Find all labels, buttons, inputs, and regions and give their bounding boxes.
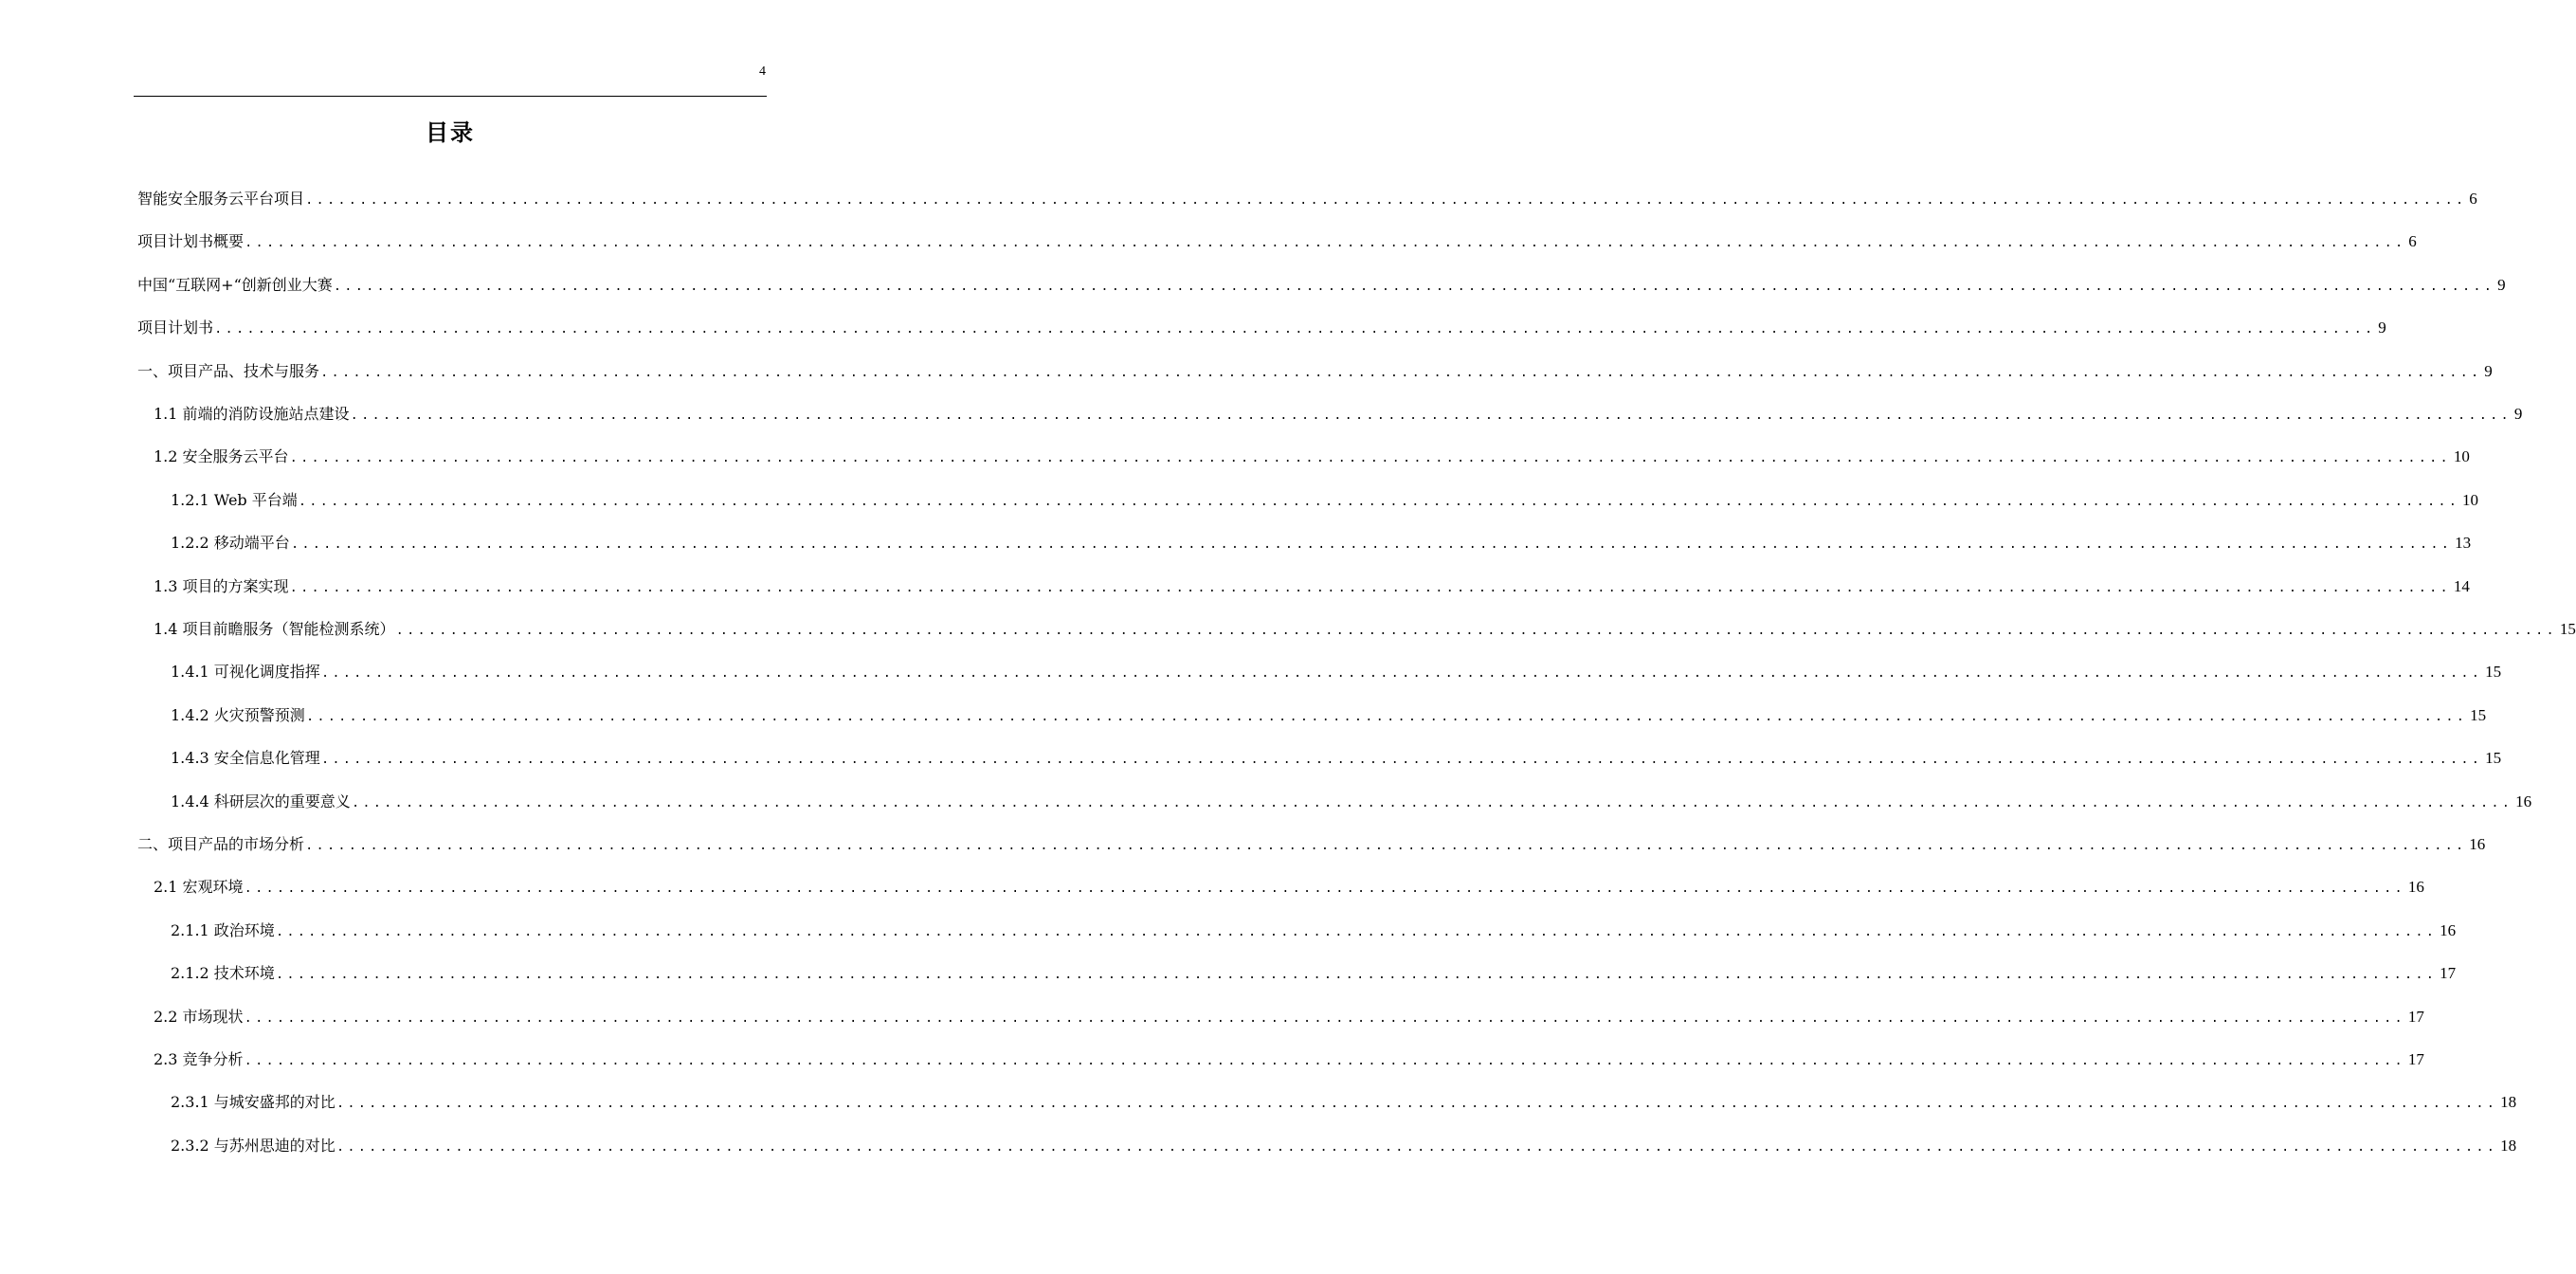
toc-entry-label: 一、项目产品、技术与服务: [137, 362, 320, 380]
toc-dot-leader: ........................................................................................................................................................................................................: [244, 882, 2405, 897]
toc-entry[interactable]: [137, 272, 2506, 299]
toc-entry[interactable]: [154, 1004, 2424, 1030]
toc-entry-label: 智能安全服务云平台项目: [137, 190, 305, 208]
toc-entry-page: 6: [2469, 190, 2477, 208]
toc-entry-label: 二、项目产品的市场分析: [137, 835, 305, 853]
toc-dot-leader: ........................................................................................................................................................................................................: [305, 710, 2468, 725]
toc-entry[interactable]: [154, 874, 2424, 901]
toc-entry[interactable]: [171, 659, 2502, 685]
toc-dot-leader: ........................................................................................................................................................................................................: [320, 366, 2482, 381]
toc-entry-page: 14: [2453, 577, 2470, 595]
toc-dot-leader: ........................................................................................................................................................................................................: [305, 839, 2467, 854]
toc-entry-page: 15: [2485, 749, 2502, 767]
toc-entry-page: 16: [2469, 835, 2486, 853]
toc-entry-label: 1.2.1 Web 平台端: [171, 491, 298, 509]
toc-entry[interactable]: [171, 1133, 2517, 1159]
toc-entry[interactable]: [154, 444, 2470, 470]
toc-entry-label: 2.1.1 政治环境: [171, 921, 275, 939]
toc-entry[interactable]: [171, 702, 2487, 729]
toc-entry-label: 1.2 安全服务云平台: [154, 447, 289, 465]
toc-entry[interactable]: [154, 1046, 2424, 1073]
toc-dot-leader: ........................................................................................................................................................................................................: [336, 1140, 2498, 1156]
toc-entry[interactable]: [154, 616, 2576, 643]
toc-entry-label: 2.2 市场现状: [154, 1008, 244, 1026]
toc-entry-label: 中国“互联网+“创新创业大赛: [137, 276, 333, 294]
toc-entry-label: 1.4.4 科研层次的重要意义: [171, 792, 351, 810]
toc-entry-page: 17: [2440, 964, 2457, 982]
toc-dot-leader: ........................................................................................................................................................................................................: [336, 1097, 2498, 1112]
toc-entry-page: 17: [2407, 1050, 2424, 1068]
toc-entry-page: 9: [2513, 405, 2523, 423]
toc-entry[interactable]: [137, 228, 2417, 255]
toc-entry-label: 1.2.2 移动端平台: [171, 534, 290, 552]
toc-entry-page: 9: [2484, 362, 2493, 380]
toc-entry[interactable]: [171, 789, 2532, 815]
toc-entry-label: 2.3 竞争分析: [154, 1050, 244, 1068]
toc-entry-label: 项目计划书: [137, 318, 214, 337]
toc-entry-label: 2.3.1 与城安盛邦的对比: [171, 1093, 336, 1111]
toc-entry-page: 10: [2462, 491, 2479, 509]
toc-entry-page: 9: [2378, 318, 2386, 337]
toc-title: 目录: [426, 119, 475, 146]
toc-dot-leader: ........................................................................................................................................................................................................: [289, 581, 2451, 596]
toc-entry-page: 10: [2453, 447, 2470, 465]
toc-entry[interactable]: [171, 960, 2457, 987]
toc-dot-leader: ........................................................................................................................................................................................................: [298, 495, 2460, 510]
toc-entry[interactable]: [171, 1089, 2517, 1116]
toc-entry-label: 2.3.2 与苏州思迪的对比: [171, 1137, 336, 1155]
toc-entry-page: 16: [2440, 921, 2457, 939]
toc-entry-page: 6: [2408, 232, 2417, 250]
toc-dot-leader: ........................................................................................................................................................................................................: [244, 1011, 2405, 1027]
toc-entry-label: 1.4 项目前瞻服务（智能检测系统）: [154, 620, 395, 638]
toc-entry-page: 13: [2455, 534, 2472, 552]
toc-entry[interactable]: [171, 530, 2472, 556]
toc-dot-leader: ........................................................................................................................................................................................................: [305, 193, 2467, 209]
toc-dot-leader: ........................................................................................................................................................................................................: [214, 322, 2376, 337]
toc-entry-page: 18: [2500, 1093, 2517, 1111]
toc-entry[interactable]: [137, 315, 2386, 341]
toc-entry-page: 15: [2559, 620, 2576, 638]
toc-entry-label: 1.1 前端的消防设施站点建设: [154, 405, 350, 423]
toc-dot-leader: ........................................................................................................................................................................................................: [290, 537, 2453, 553]
toc-entry[interactable]: [137, 831, 2486, 858]
toc-entry-label: 1.4.1 可视化调度指挥: [171, 663, 320, 681]
toc-entry-page: 15: [2470, 706, 2487, 724]
toc-dot-leader: ........................................................................................................................................................................................................: [244, 1054, 2405, 1069]
toc-entry[interactable]: [137, 186, 2477, 212]
toc-dot-leader: ........................................................................................................................................................................................................: [320, 666, 2483, 682]
toc-entry-page: 17: [2407, 1008, 2424, 1026]
toc-entry-label: 1.3 项目的方案实现: [154, 577, 289, 595]
toc-dot-leader: ........................................................................................................................................................................................................: [333, 280, 2495, 295]
toc-entry[interactable]: [171, 487, 2479, 514]
toc-entry-page: 16: [2407, 878, 2424, 896]
toc-entry-page: 15: [2485, 663, 2502, 681]
toc-entry[interactable]: [154, 401, 2523, 428]
toc-entry[interactable]: [154, 573, 2470, 600]
page-number: 4: [759, 64, 766, 79]
toc-entry[interactable]: [171, 745, 2502, 772]
toc-entry-page: 18: [2500, 1137, 2517, 1155]
toc-dot-leader: ........................................................................................................................................................................................................: [275, 968, 2438, 983]
toc-entry-page: 16: [2515, 792, 2532, 810]
header-rule: [134, 96, 767, 97]
toc-dot-leader: ........................................................................................................................................................................................................: [351, 796, 2513, 811]
toc-dot-leader: ........................................................................................................................................................................................................: [395, 624, 2557, 639]
toc-entry-label: 项目计划书概要: [137, 232, 245, 250]
toc-entry[interactable]: [137, 358, 2493, 385]
toc-dot-leader: ........................................................................................................................................................................................................: [289, 451, 2451, 466]
toc-dot-leader: ........................................................................................................................................................................................................: [350, 409, 2512, 424]
toc-dot-leader: ........................................................................................................................................................................................................: [275, 925, 2438, 940]
toc-entry-label: 2.1 宏观环境: [154, 878, 244, 896]
toc-entry-label: 2.1.2 技术环境: [171, 964, 275, 982]
toc-dot-leader: ........................................................................................................................................................................................................: [320, 753, 2483, 768]
toc-entry[interactable]: [171, 918, 2457, 944]
toc-entry-page: 9: [2497, 276, 2506, 294]
toc-entry-label: 1.4.2 火灾预警预测: [171, 706, 305, 724]
toc-dot-leader: ........................................................................................................................................................................................................: [245, 236, 2406, 251]
toc-entry-label: 1.4.3 安全信息化管理: [171, 749, 320, 767]
